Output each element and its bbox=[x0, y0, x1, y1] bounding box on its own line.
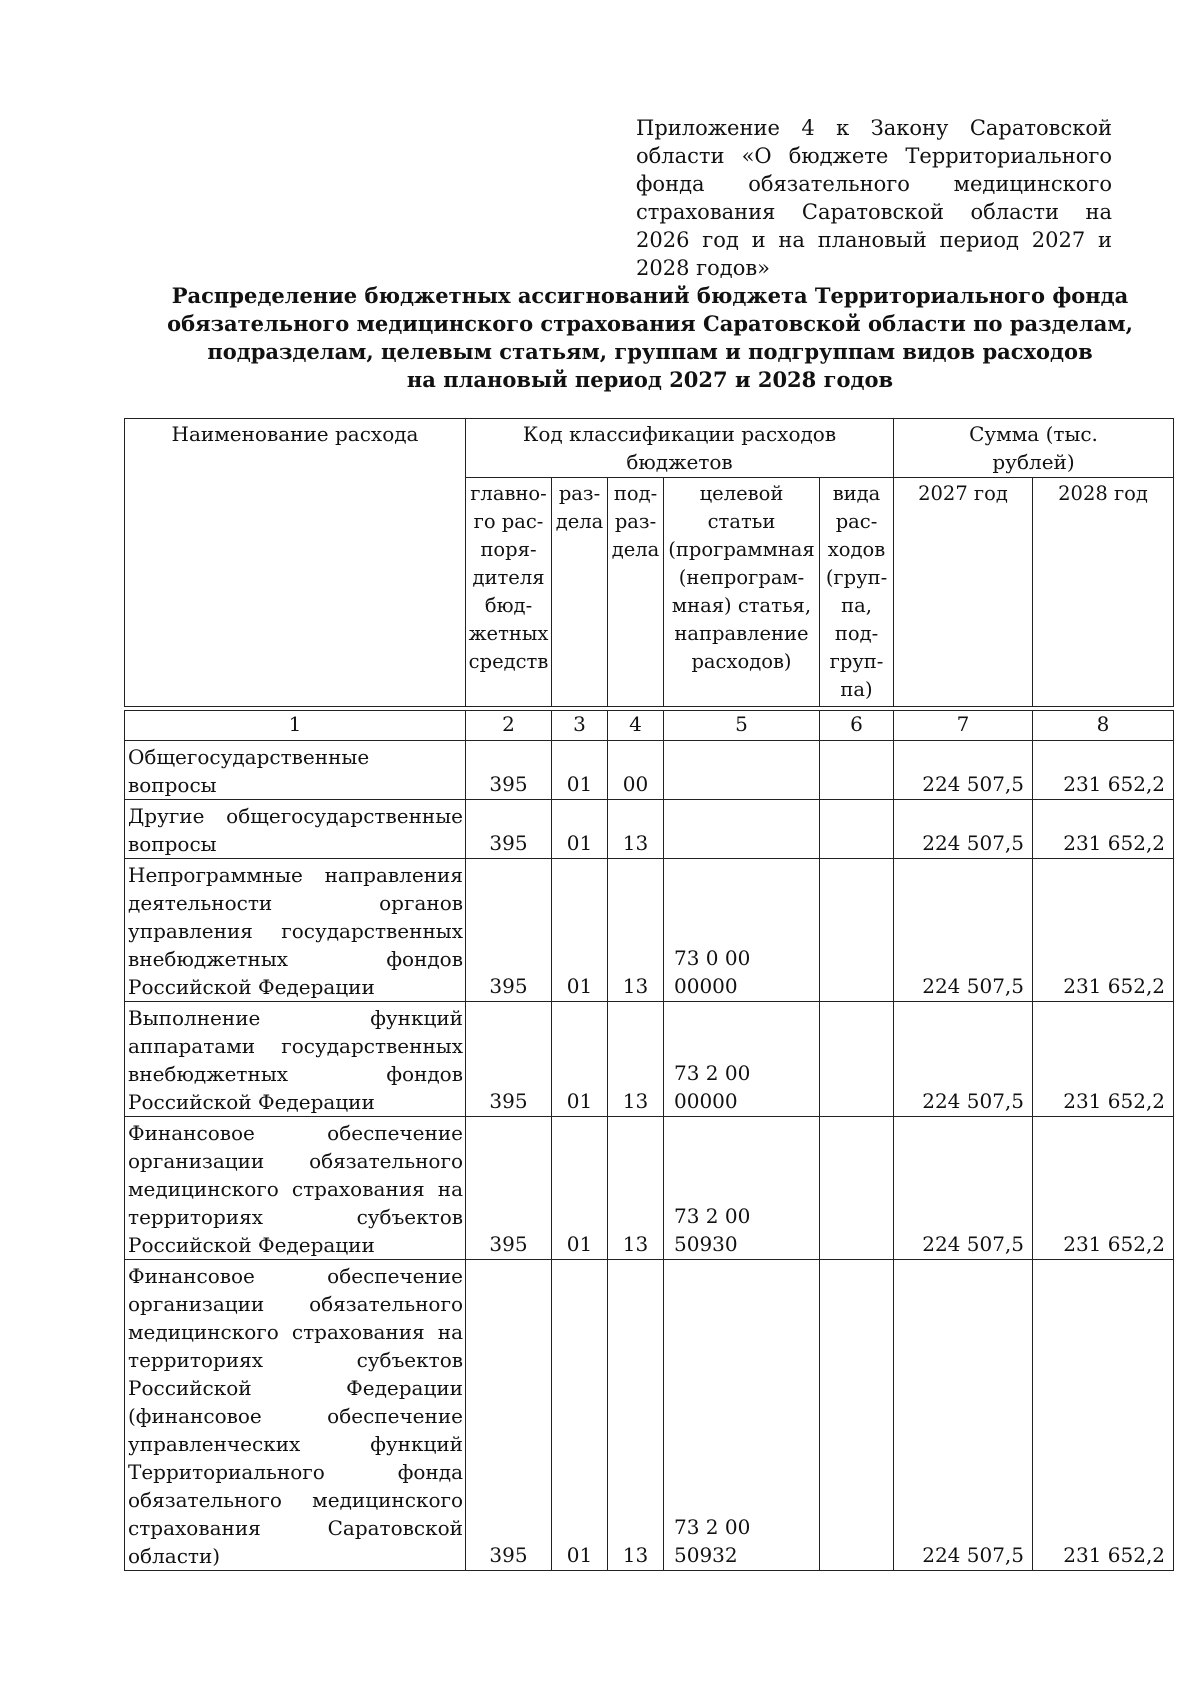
kind-code bbox=[820, 1260, 894, 1571]
amount-2028: 231 652,2 bbox=[1033, 800, 1174, 859]
table-row bbox=[125, 741, 1174, 800]
title-line: подразделам, целевым статьям, группам и подгруппам видов расходов bbox=[207, 339, 1093, 364]
header-administrator: главно-го рас-поря-дителя бюд-жетных средств bbox=[466, 478, 552, 707]
subsection-code: 00 bbox=[608, 741, 664, 800]
section-code: 01 bbox=[552, 1260, 608, 1571]
target-code: 73 0 00 00000 bbox=[664, 859, 820, 1002]
amount-2027: 224 507,5 bbox=[894, 800, 1033, 859]
table-row bbox=[125, 1002, 1174, 1117]
column-number: 7 bbox=[894, 711, 1033, 741]
header-code-group: Код классификации расходов бюджетов bbox=[466, 419, 894, 478]
header-target: целевой статьи (программная (непрограм-мная) статья, направление расходов) bbox=[664, 478, 820, 707]
section-code: 01 bbox=[552, 800, 608, 859]
target-code: 73 2 00 00000 bbox=[664, 1002, 820, 1117]
section-code: 01 bbox=[552, 1002, 608, 1117]
target-code bbox=[664, 800, 820, 859]
title-line: Распределение бюджетных ассигнований бюджета Территориального фонда bbox=[171, 283, 1129, 308]
column-number: 3 bbox=[552, 711, 608, 741]
expense-name: Другие общегосударственные вопросы bbox=[125, 800, 466, 859]
kind-code bbox=[820, 1117, 894, 1260]
expense-name: Непрограммные направления деятельности органов управления государственных внебюджетных фондов Российской Федерации bbox=[125, 859, 466, 1002]
administrator-code: 395 bbox=[466, 859, 552, 1002]
amount-2028: 231 652,2 bbox=[1033, 741, 1174, 800]
kind-code bbox=[820, 741, 894, 800]
column-number-row bbox=[125, 711, 1174, 741]
header-sum-group: Сумма (тыс. рублей) bbox=[894, 419, 1174, 478]
administrator-code: 395 bbox=[466, 1260, 552, 1571]
kind-code bbox=[820, 800, 894, 859]
target-code bbox=[664, 741, 820, 800]
administrator-code: 395 bbox=[466, 741, 552, 800]
header-row bbox=[125, 419, 1174, 478]
column-number: 6 bbox=[820, 711, 894, 741]
amount-2027: 224 507,5 bbox=[894, 1117, 1033, 1260]
expense-name: Финансовое обеспечение организации обязательного медицинского страхования на территориях субъектов Российской Федерации (финансовое обеспечение управленческих функций Территориального фонда обязательного медицинского страхования Саратовской области) bbox=[125, 1260, 466, 1571]
table-row bbox=[125, 1117, 1174, 1260]
column-number: 2 bbox=[466, 711, 552, 741]
title-line: обязательного медицинского страхования Саратовской области по разделам, bbox=[167, 311, 1133, 336]
amount-2028: 231 652,2 bbox=[1033, 1260, 1174, 1571]
table-row bbox=[125, 859, 1174, 1002]
document-title bbox=[130, 282, 1170, 394]
section-code: 01 bbox=[552, 859, 608, 1002]
budget-table bbox=[124, 418, 1174, 1571]
header-2027: 2027 год bbox=[894, 478, 1033, 707]
table-body bbox=[125, 741, 1174, 1571]
subsection-code: 13 bbox=[608, 1002, 664, 1117]
table-row bbox=[125, 800, 1174, 859]
kind-code bbox=[820, 859, 894, 1002]
column-number: 1 bbox=[125, 711, 466, 741]
header-kind: вида рас-ходов (груп-па, под-груп-па) bbox=[820, 478, 894, 707]
amount-2027: 224 507,5 bbox=[894, 859, 1033, 1002]
table-row bbox=[125, 1260, 1174, 1571]
section-code: 01 bbox=[552, 1117, 608, 1260]
column-number: 5 bbox=[664, 711, 820, 741]
administrator-code: 395 bbox=[466, 800, 552, 859]
subsection-code: 13 bbox=[608, 1260, 664, 1571]
amount-2027: 224 507,5 bbox=[894, 741, 1033, 800]
kind-code bbox=[820, 1002, 894, 1117]
administrator-code: 395 bbox=[466, 1117, 552, 1260]
section-code: 01 bbox=[552, 741, 608, 800]
header-subsection: под-раз-дела bbox=[608, 478, 664, 707]
expense-name: Выполнение функций аппаратами государственных внебюджетных фондов Российской Федерации bbox=[125, 1002, 466, 1117]
expense-name: Финансовое обеспечение организации обязательного медицинского страхования на территориях субъектов Российской Федерации bbox=[125, 1117, 466, 1260]
column-number: 4 bbox=[608, 711, 664, 741]
administrator-code: 395 bbox=[466, 1002, 552, 1117]
header-2028: 2028 год bbox=[1033, 478, 1174, 707]
appendix-reference: Приложение 4 к Закону Саратовской области «О бюджете Территориального фонда обязательного медицинского страхования Саратовской области на 2026 год и на плановый период 2027 и 2028 годов» bbox=[636, 116, 1112, 280]
subsection-code: 13 bbox=[608, 800, 664, 859]
title-line: на плановый период 2027 и 2028 годов bbox=[406, 367, 894, 392]
amount-2027: 224 507,5 bbox=[894, 1002, 1033, 1117]
target-code: 73 2 00 50932 bbox=[664, 1260, 820, 1571]
column-number: 8 bbox=[1033, 711, 1174, 741]
expense-name: Общегосударственные вопросы bbox=[125, 741, 466, 800]
amount-2027: 224 507,5 bbox=[894, 1260, 1033, 1571]
header-name: Наименование расхода bbox=[125, 419, 466, 707]
amount-2028: 231 652,2 bbox=[1033, 1002, 1174, 1117]
target-code: 73 2 00 50930 bbox=[664, 1117, 820, 1260]
header-section: раз-дела bbox=[552, 478, 608, 707]
subsection-code: 13 bbox=[608, 859, 664, 1002]
amount-2028: 231 652,2 bbox=[1033, 1117, 1174, 1260]
amount-2028: 231 652,2 bbox=[1033, 859, 1174, 1002]
subsection-code: 13 bbox=[608, 1117, 664, 1260]
